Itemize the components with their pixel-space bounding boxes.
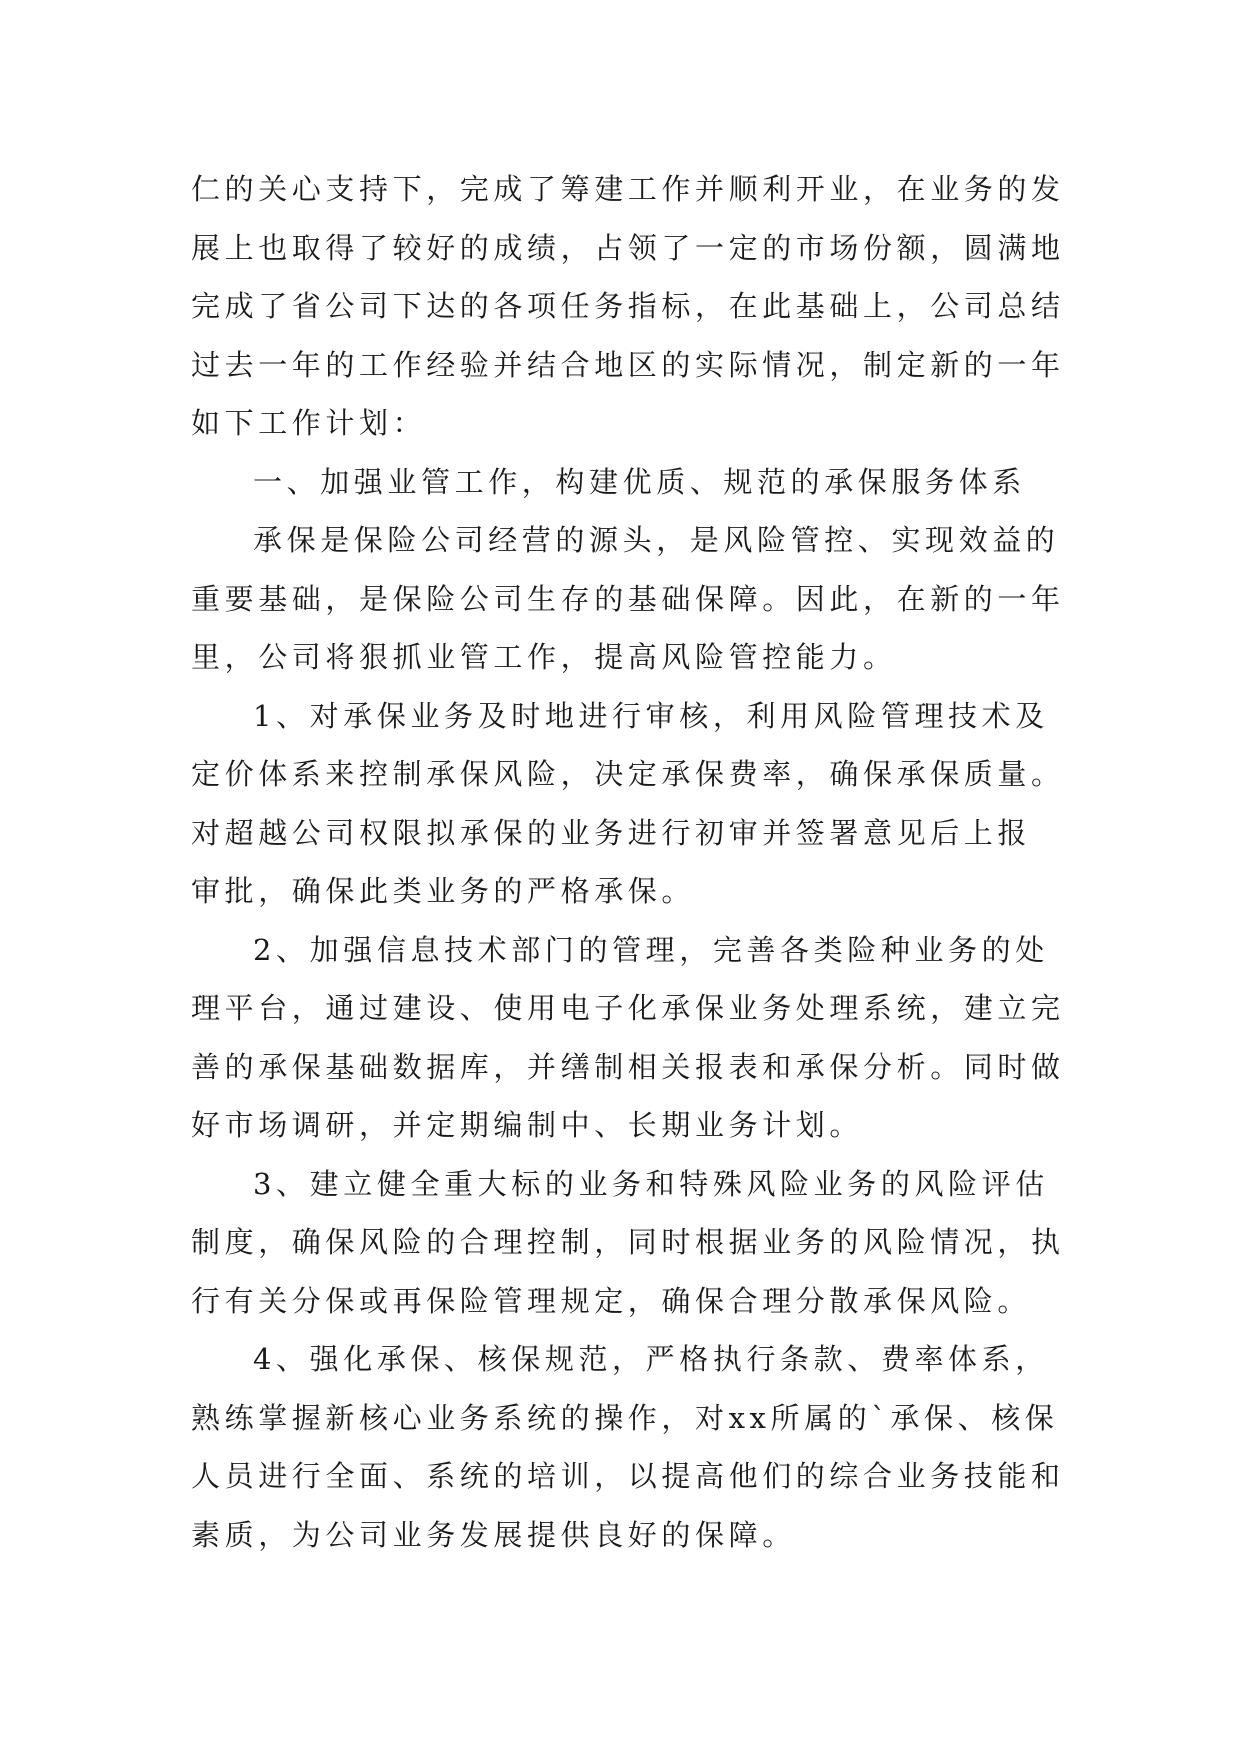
item-1-paragraph (191, 687, 1065, 921)
item-4-paragraph (191, 1330, 1065, 1564)
paragraph-line: 行有关分保或再保险管理规定，确保合理分散承保风险。 (191, 1283, 1032, 1318)
intro-line: 展上也取得了较好的成绩，占领了一定的市场份额，圆满地 (191, 230, 1065, 265)
section-heading (191, 453, 1061, 512)
paragraph-line: 善的承保基础数据库，并缮制相关报表和承保分析。同时做 (191, 1049, 1065, 1084)
paragraph-line: 制度，确保风险的合理控制，同时根据业务的风险情况，执 (191, 1225, 1065, 1259)
paragraph-line: 定价体系来控制承保风险，决定承保费率，确保承保质量。 (191, 757, 1065, 791)
item-3-paragraph (191, 1155, 1065, 1331)
item-2-paragraph (191, 921, 1065, 1155)
paragraph-line: 承保是保险公司经营的源头，是风险管控、实现效益的 (253, 523, 1060, 557)
intro-line: 如下工作计划： (191, 406, 427, 440)
paragraph-line: 熟练掌握新核心业务系统的操作，对xx所属的`承保、核保 (191, 1400, 1059, 1435)
paragraph-line: 1、对承保业务及时地进行审核，利用风险管理技术及 (253, 698, 1049, 733)
paragraph-line: 里，公司将狠抓业管工作，提高风险管控能力。 (191, 640, 897, 674)
paragraph-line: 4、强化承保、核保规范，严格执行条款、费率体系， (253, 1342, 1049, 1376)
paragraph-line: 素质，为公司业务发展提供良好的保障。 (191, 1517, 796, 1552)
paragraph-line: 理平台，通过建设、使用电子化承保业务处理系统，建立完 (191, 991, 1065, 1025)
intro-line: 过去一年的工作经验并结合地区的实际情况，制定新的一年 (191, 347, 1065, 382)
paragraph-line: 2、加强信息技术部门的管理，完善各类险种业务的处 (253, 932, 1049, 967)
paragraph-line: 人员进行全面、系统的培训，以提高他们的综合业务技能和 (191, 1459, 1065, 1493)
document-body (191, 160, 1065, 1564)
intro-paragraph (191, 160, 1065, 453)
intro-line: 仁的关心支持下，完成了筹建工作并顺利开业，在业务的发 (191, 172, 1065, 206)
paragraph-line: 对超越公司权限拟承保的业务进行初审并签署意见后上报 (191, 815, 1032, 850)
paragraph-line: 重要基础，是保险公司生存的基础保障。因此，在新的一年 (191, 581, 1065, 616)
paragraph-line: 好市场调研，并定期编制中、长期业务计划。 (191, 1108, 864, 1142)
paragraph-line: 审批，确保此类业务的严格承保。 (191, 874, 696, 908)
underwriting-paragraph (191, 511, 1065, 687)
section-heading-line: 一、加强业管工作，构建优质、规范的承保服务体系 (253, 464, 1026, 499)
intro-line: 完成了省公司下达的各项任务指标，在此基础上，公司总结 (191, 289, 1065, 323)
paragraph-line: 3、建立健全重大标的业务和特殊风险业务的风险评估 (253, 1166, 1049, 1201)
